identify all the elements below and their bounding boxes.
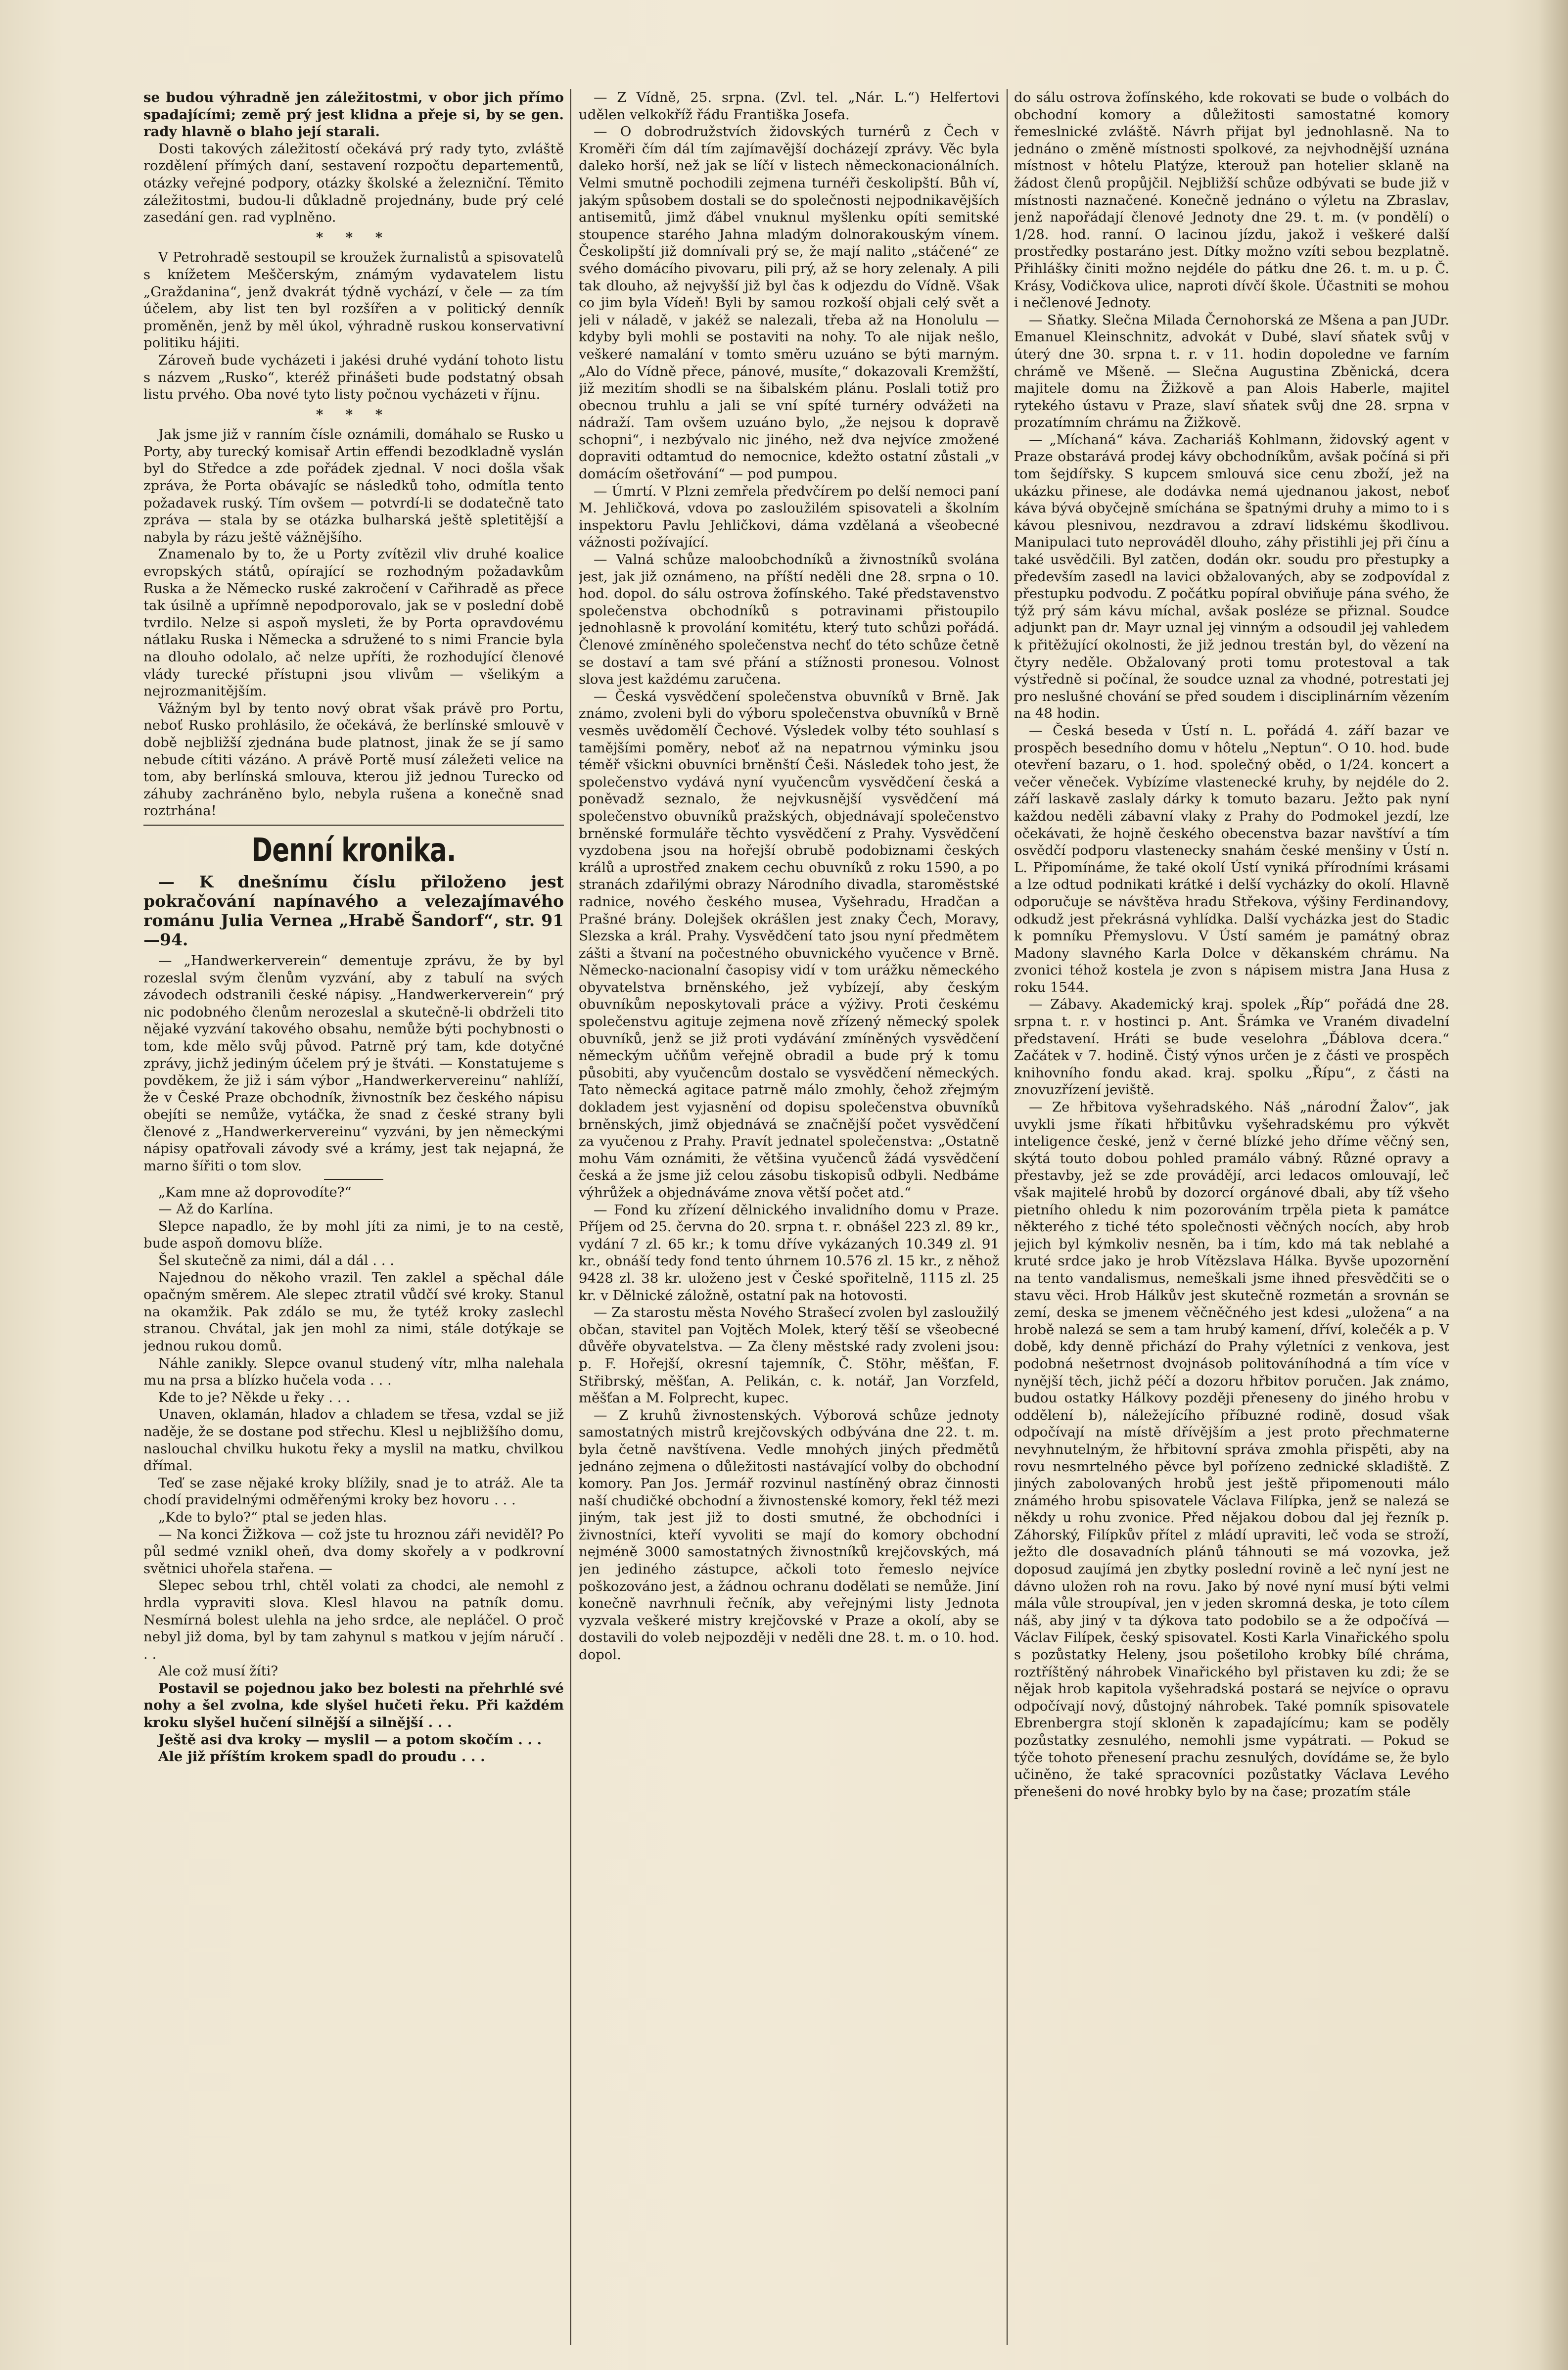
lead-notice: — K dnešnímu číslu přiloženo jest pokračování napínavého a velezajímavého románu Julia Vernea „Hrabě Šandorf“, str. 91—94. (143, 872, 564, 949)
news-item: — Zábavy. Akademický kraj. spolek „Říp“ pořádá dne 28. srpna t. r. v hostinci p. Ant. Šrámka ve Vraném divadelní představení. Hráti se bude veselohra „Ďáblova dcera.“ Začátek v 7. hodině. Čistý výnos určen je z části ve prospěch knihovního fondu akad. kraj. spolku „Řípu“, z části na znovuzřízení jeviště. (1014, 996, 1449, 1098)
column-rule (1007, 89, 1008, 2345)
article-text: Jak jsme již v ranním čísle oznámili, domáhalo se Rusko u Porty, aby turecký komisař Artin effendi bezodkladně vyslán byl do Středce a zde pořádek zjednal. V noci došla však zpráva, že Porta obávajíc se následků toho, odmítla tento požadavek ruský. Tím ovšem — potvrdí-li se dodatečně tato zpráva — stala by se otázka bulharská ještě spletitější a nabyla by rázu ještě vážnějšího. (143, 426, 564, 545)
column-right (1014, 89, 1449, 2345)
story-text: Teď se zase nějaké kroky blížily, snad je to atráž. Ale ta chodí pravidelnými odměřenými kroky bez hovoru . . . (143, 1475, 564, 1508)
news-item: — Z kruhů živnostenských. Výborová schůze jednoty samostatných mistrů krejčovských odbývána dne 22. t. m. byla četně navštívena. Vedle mnohých jiných předmětů jednáno zejmena o důležitosti nastávající volby do obchodní komory. Pan Jos. Jermář rozvinul nastíněný obraz činnosti naší chudičké obchodní a živnostenské komory, řekl též mezi jiným, tak jest již to dosti smutné, že obchodníci i živnostníci, kteří vyvoliti se mají do komory obchodní nejméně 3000 samostatných živnostníků krejčovských, má jen jediného zástupce, ačkoli toto řemeslo nejvíce poškozováno jest, a žádnou ochranu dodělati se nemůže. Jiní konečně navrhnuli řečník, aby veřejnými listy Jednota vyzvala veškeré mistry krejčovské v Praze a okolí, aby se dostavili do voleb nejpozději v neděli dne 28. t. m. o 10. hod. dopol. (579, 1407, 999, 1663)
news-item: — Fond ku zřízení dělnického invalidního domu v Praze. Příjem od 25. června do 20. srpna t. r. obnášel 223 zl. 89 kr., vydání 7 zl. 65 kr.; k tomu dříve vykázaných 10.349 zl. 91 kr., obnáší tedy fond tento úhrnem 10.576 zl. 15 kr., z něhož 9428 zl. 38 kr. uloženo jest v České spořitelně, 1115 zl. 25 kr. v Dělnické záložně, ostatní pak na hotovosti. (579, 1202, 999, 1303)
divider (324, 1179, 383, 1180)
news-item: — „Míchaná“ káva. Zachariáš Kohlmann, židovský agent v Praze obstarává prodej kávy obchodníkům, avšak počíná si při tom šejdířsky. S kupcem smlouvá sice cenu zboží, jež na ukázku přinese, ale dodávka nemá ujednanou jakost, neboť káva bývá obyčejně smíchána se špatnými druhy a mimo to i s kávou plesnivou, nezdravou a zdraví lidskému škodlivou. Manipulaci tuto neprováděl dlouho, záhy přistihli jej při čínu a také usvědčili. Byl zatčen, dodán okr. soudu pro přestupky a především zasedl na lavici obžalovaných, aby se zodpovídal z přestupku podvodu. Z počátku popíral obviňuje pána svého, že týž prý sám kávu míchal, avšak posléze se přiznal. Soudce adjunkt pan dr. Mayr uznal jej vinným a odsoudil jej vahledem k přitěžující okolnosti, že již jednou trestán byl, do vězení na čtyry neděle. Obžalovaný proti tomu protestoval a tak výstředně si počínal, že soudce uznal za vhodné, potrestati jej pro neslušné chování se před soudem i disciplinárním vězením na 48 hodin. (1014, 431, 1449, 722)
story-text: Slepce napadlo, že by mohl jíti za nimi, je to na cestě, bude aspoň domovu blíže. (143, 1218, 564, 1252)
story-text: Ale což musí žíti? (158, 1663, 278, 1679)
story-text: — Na konci Žižkova — což jste tu hroznou záři neviděl? Po půl sedmé vznikl oheň, dva domy skořely a v podkrovní světnici uhořela stařena. — (143, 1526, 564, 1577)
article-text: Znamenalo by to, že u Porty zvítězil vliv druhé koalice evropských států, opírající se rozhodným požadavkům Ruska a že Německo ruské zakročení v Cařihradě as přece tak úsilně a upřímně nepodporovalo, jak se v poslední době tvrdilo. Nelze si aspoň mysleti, že by Porta opravdovému nátlaku Ruska i Německa a sdružené to s nimi Francie byla na dlouho odolalo, ač nelze upříti, že rozhodující členové vlády turecké přístupni jsou vlivům — všelikým a nejrozmanitějším. (143, 546, 564, 699)
news-item: — Ze hřbitova vyšehradského. Náš „národní Žalov“, jak uvykli jsme říkati hřbitůvku vyšehradskému pro výkvět inteligence české, jenž v černé blízké jeho dříme věčný sen, skýtá touto dobou pohled pramálo vábný. Různé opravy a přestavby, jež se zde provádějí, arci ledacos omlouvají, leč však majitelé hrobů by dozorcí orgánové dbali, aby tíž všeho pietního ohledu k nim pozorováním trpěla pieta k památce některého z tiché této společnosti věčných nocích, aby hrob jejich byl kýmkoliv nesněn, ba i tím, kdo má tak neblahé a kruté srdce jako je hrob Vítězslava Hálka. Byvše upozornění na tento vandalismus, nemeškali jsme ihned přesvědčiti se o stavu věci. Hrob Hálkův jest skutečně rozmetán a srovnán se zemí, deska se jmenem věčněčného jest kdesi „uložena“ a na hrobě nalezá se sem a tam hrubý kamení, dříví, kolečék a p. V době, kdy denně přichází do Prahy výletníci z venkova, jest podobná nešetrnost dvojnásob politováníhodná a tím více v nynější těch, jichž péčí a dozoru hřbitov poručen. Jak známo, budou ostatky Hálkovy později přeneseny do jiného hrobu v oddělení b), náležejícího příbuzné rodině, dosud však odpočívají na místě dřívějším a jest proto přechmaterne nevyhnutelným, že hřbitovní správa zmohla přispěti, aby na rovu nesmrtelného pěvce byl pořízeno zednické skladiště. Z jiných zabolovaných hrobů jest ještě připomenouti málo známého hrobu spisovatele Václava Filípka, jenž se nalezá se někdy u rohu zvonice. Před nějakou dobou dal jej řezník p. Záhorský, Filípkův přítel z mládí upraviti, leč voda se stroží, ježto dle dosavadních plánů táhnouti se má vozovka, jež doposud zaujímá jen zbytky poslední rovině a leč nyní jest ne dávno uložen roh na rovu. Jako bý nové nyní musí býti velmi mála vůle stroupíval, jen v jeden skromná deska, je toto cílem náš, aby jiný v ta dýkova tato podobilo se a že odpočívá — Václav Filípek, český spisovatel. Kosti Karla Vinařického spolu s pozůstatky Heleny, jsou pošetiloho krobky bílé chráma, roztříštěný náhrobek Vinařického byl přistaven ku zdi; že se nějak hrob kapitola vyšehradská postará se nejvíce o opravu odpočívají nový, důstojný náhrobek. Také pomník spisovatele Ebrenbergra stojí skloněn k zapadajícímu; kam se poděly pozůstatky zesnulého, nemohli jsme vypátrati. — Pokud se týče tohoto přenesení prachu zesnulých, dovídáme se, že bylo učiněno, že také spracovníci pozůstatky Václava Levého přenešeni do nové hrobky bylo by na čase; prozatím stále (1014, 1099, 1449, 1800)
news-item: — Úmrtí. V Plzni zemřela předvčírem po delší nemoci paní M. Jehličková, vdova po zasloužilém spisovateli a školním inspektoru Pavlu Jehličkovi, dáma vzdělaná a všeobecné vážnosti požívající. (579, 483, 999, 551)
news-item: do sálu ostrova žofínského, kde rokovati se bude o volbách do obchodní komory a důležitosti samostatné komory řemeslnické zvláště. Návrh přijat byl jednohlasně. Na to jednáno o změně místnosti spolkové, za nejvhodnější uznána místnost v hôtelu Platýze, kterouž pan hotelier sklaně na žádost členů propůjčil. Nejbližší schůze odbývati se bude již v místnosti naznačené. Konečně jednáno o výletu na Zbraslav, jenž napořádají členové Jednoty dne 29. t. m. (v pondělí) o 1/28. hod. ranní. O lacinou jízdu, jakož i veškeré další prostředky postaráno jest. Dítky možno vzíti sebou bezplatně. Přihlášky činiti možno nejdéle do pátku dne 26. t. m. u p. Č. Krásy, Vodičkova ulice, naproti dívčí škole. Účastniti se mohou i nečlenové Jednoty. (1014, 90, 1449, 311)
story-text: Slepec sebou trhl, chtěl volati za chodci, ale nemohl z hrdla vypraviti slova. Klesl hlavou na patník domu. Nesmírná bolest ulehla na jeho srdce, ale nepláčel. O proč nebyl již doma, byl by tam zahynul s matkou v jejím náručí . . . (143, 1578, 564, 1662)
section-separator: * * * (316, 406, 392, 422)
divider (143, 825, 564, 826)
article-text: se budou výhradně jen záležitostmi, v obor jich přímo spadajícími; země prý jest klidna a přeje si, by se gen. rady hlavně o blaho její starali. (143, 90, 564, 140)
page-edge-shadow (1538, 0, 1568, 2370)
news-item: — O dobrodružstvích židovských turnérů z Čech v Kroměři čím dál tím zajímavější docházejí zprávy. Věc byla daleko horší, než jak se líčí v listech německonacionálních. Velmi smutně pochodili zejmena turnéři českolipští. Bůh ví, jakým spůsobem dostali se do společnosti nejpodnikavějších antisemitů, jimž ďábel vnuknul myšlenku opíti semitské stoupence starého Jahna mladým dolnorakouským vínem. Českolipští již domnívali prý se, že mají nalito „stáčené“ ze svého domácího pivovaru, pili prý, až se hory zelenaly. A pili tak dlouho, až nejvyšší již byl čas k odjezdu do Vídně. Však co jim byla Vídeň! Byli by samou rozkoší objali celý svět a jeli v náladě, v jakéž se nalezali, třeba až na Honolulu — kdyby byli mohli se postaviti na nohy. To ale nijak nešlo, veškeré namalání v tomto směru uzuáno se býti marným. „Alo do Vídně přece, pánové, musíte,“ dokazovali Kremžští, již mezitím shodli se na šibalském plánu. Poslali totiž pro obecnou truhlu a jali se vní spíté turnéry odvážeti na nádraží. Tam ovšem uzuáno bylo, „že nejsou k dopravě schopni“, i nezbývalo nic jiného, než dva nejvíce zmožené dopraviti odtamtud do nemocnice, kdežto ostatní zůstali „v domácím ošetřování“ — pod pumpou. (579, 124, 999, 482)
story-text: Ještě asi dva kroky — myslil — a potom skočím . . . (158, 1731, 542, 1748)
story-text: Kde to je? Někde u řeky . . . (158, 1389, 350, 1405)
story-text: Unaven, oklamán, hladov a chladem se třesa, vzdal se již naděje, že se dostane pod střechu. Klesl u nejbližšího domu, naslouchal chvilku hukotu řeky a myslil na matku, chvilkou dřímal. (143, 1406, 564, 1474)
article-text: Dosti takových záležitostí očekává prý rady tyto, zvláště rozdělení přímých daní, sestavení rozpočtu departementů, otázky veřejné podpory, otázky školské a železniční. Těmito záležitostmi, budou-li důkladně projednány, bude prý celé zasedání gen. rad vyplněno. (143, 140, 564, 226)
section-separator: * * * (316, 229, 392, 245)
news-item: — Za starostu města Nového Strašecí zvolen byl zasloužilý občan, stavitel pan Vojtěch Molek, který těší se všeobecné důvěře obyvatelstva. — Za členy městské rady zvoleni jsou: p. F. Hořejší, okresní tajemník, Č. Stöhr, měšťan, F. Střibrský, měšťan, A. Pelikán, c. k. notář, Jan Vorzfeld, měšťan a M. Folprecht, kupec. (579, 1304, 999, 1406)
story-text: — Až do Karlína. (158, 1201, 274, 1217)
article-text: — „Handwerkerverein“ dementuje zprávu, že by byl rozeslal svým členům vyzvání, aby z tabulí na svých závodech odstranili české nápisy. „Handwerkerverein“ prý nic podobného členům nerozeslal a skutečně-li obdrželi tito nějaké vyzvání takového obsahu, nemůže býti pochybnosti o tom, kde mělo svůj původ. Patrně prý tam, kde dotyčné zprávy, jichž jediným účelem prý je štváti. — Konstatujeme s povděkem, že již i sám výbor „Handwerkervereinu“ nahlíží, že v České Praze obchodník, živnostník bez českého nápisu obejíti se nemůže, vytáčka, že snad z české strany byli členové z „Handwerkervereinu“ vyzváni, by jen německými nápisy opatřovali závody své a krámy, jest tak nejapná, že marno šířiti o tom slov. (143, 952, 564, 1174)
column-middle (579, 89, 999, 2345)
article-text: Vážným byl by tento nový obrat však právě pro Portu, neboť Rusko prohlásilo, že očekává, že berlínské smlouvě v době nejbližší zjednána bude platnost, jinak že se jí samo nebude cítiti vázáno. A právě Portě musí záležeti velice na tom, aby berlínská smlouva, kterou již jednou Turecko od záhuby zachráněno bylo, nebyla rušena a konečně snad roztrhána! (143, 700, 564, 819)
story-text: Postavil se pojednou jako bez bolesti na přehrhlé své nohy a šel zvolna, kde slyšel hučeti řeku. Při každém kroku slyšel hučení silnější a silnější . . . (143, 1680, 564, 1731)
news-item: — Valná schůze maloobchodníků a živnostníků svolána jest, jak již oznámeno, na příští neděli dne 28. srpna o 10. hod. dopol. do sálu ostrova žofínského. Také představenstvo společenstva obchodníků s potravinami přistoupilo jednohlasně k provolání komitétu, který tuto schůzi pořádá. Členové zmíněného společenstva nechť do této schůze četně se dostaví a tam své přání a stížnosti pronesou. Volnost slova jest každému zaručena. (579, 552, 999, 688)
story-text: „Kam mne až doprovodíte?“ (158, 1184, 352, 1200)
story-text: Náhle zanikly. Slepce ovanul studený vítr, mlha nalehala mu na prsa a blízko hučela voda . . . (143, 1355, 564, 1389)
news-item: — Česká beseda v Ústí n. L. pořádá 4. září bazar ve prospěch besedního domu v hôtelu „Neptun“. O 10. hod. bude otevření bazaru, o 1. hod. společný oběd, o 1/24. koncert a večer věneček. Vybízíme vlastenecké kruhy, by nejdéle do 2. září laskavě zaslaly dárky k tomuto bazaru. Ježto pak nyní každou neděli zábavní vlaky z Prahy do Podmokel jezdí, lze očekávati, že hojně českého obecenstva bazar navštíví a tím osvědčí podporu vlastenecky snahám české menšiny v Ústí n. L. Připomínáme, že také okolí Ústí vyniká přírodními krásami a lze odtud podnikati krátké i delší vycházky do okolí. Hlavně odporučuje se návštěva hradu Střekova, výšiny Ferdinandovy, odkudž jest překrásná vyhlídka. Další vycházka jest do Stadic k pomníku Přemyslovu. V Ústí samém je památný obraz Madony slavného Karla Dolce v děkanském chrámu. Na zvonici téhož kostela je zvon s nápisem mistra Jana Husa z roku 1544. (1014, 722, 1449, 995)
story-text: Šel skutečně za nimi, dál a dál . . . (158, 1253, 394, 1269)
section-heading: Denní kronika. (251, 831, 456, 869)
article-text: V Petrohradě sestoupil se kroužek žurnalistů a spisovatelů s knížetem Meščerským, známým vydavatelem listu „Graždanina“, jenž dvakrát týdně vychází, v čele — za tím účelem, aby list ten byl rozšířen a v politický denník proměněn, jenž by měl úkol, výhradně ruskou konservativní politiku hájiti. (143, 249, 564, 351)
column-rule (570, 89, 571, 2345)
news-item: — Česká vysvědčení společenstva obuvníků v Brně. Jak známo, zvoleni byli do výboru společenstva obuvníků v Brně vesměs uvědomělí Čechové. Výsledek volby této souhlasí s tamějšími poměry, neboť až na nepatrnou výminku jsou téměř všickni obuvníci brněnští Češi. Následek toho jest, že společenstvo vydává nyní vyučencům vysvědčení česká a poněvadž seznalo, že nejvkusnější vysvědčení má společenstvo obuvníků pražských, objednávají společenstvo brněnské formuláře těchto vysvědčení z Prahy. Vysvědčení vyzdobena jsou na hořejší obrubě podobiznami českých králů a uprostřed znakem cechu obuvníků z roku 1590, a po stranách zdařilými obrazy Národního divadla, staroměstské radnice, nového českého musea, Vyšehradu, Hradčan a Prašné brány. Dolejšek okrášlen jest znaky Čech, Moravy, Slezska a král. Prahy. Vysvědčení tato jsou nyní předmětem zášti a štvaní na počestného obuvnického vyučence v Brně. Německo-nacionalní časopisy vidí v tom urážku německého obyvatelstva brněnského, jež vybízejí, aby českým obuvníkům neposkytovali práce a výživy. Proti českému společenstvu agituje zejmena nově zřízený německý spolek obuvníků, jenž se již proti vydávání zmíněných vysvědčení německým učňům veřejně obradil a bude prý k tomu působiti, aby vyučencům dostalo se vysvědčení německých. Tato německá agitace patrně málo zmohly, čehož zřejmým dokladem jest vyjasnění od dopisu společenstva obuvníků brněnských, jimž objednává se značnější počet vysvědčení za vyučenou z Prahy. Pravít jednatel společenstva: „Ostatně mohu Vám oznámiti, že většina vyučenců žádá vysvědčení česká a že jsme již celou zásobu tiskopisů odbyli. Nedbáme výhrůžek a objednáváme znova větší počet atd.“ (579, 688, 999, 1201)
article-text: Zároveň bude vycházeti i jakési druhé vydání tohoto listu s názvem „Rusko“, kteréž přinášeti bude podstatný obsah listu prvého. Oba nové tyto listy počnou vycházeti v říjnu. (143, 352, 564, 403)
news-item: — Sňatky. Slečna Milada Černohorská ze Mšena a pan JUDr. Emanuel Kleinschnitz, advokát v Dubé, slaví sňatek svůj v úterý dne 30. srpna t. r. v 11. hodin dopoledne ve farním chrámě ve Mšeně. — Slečna Augustina Zběnická, dcera majitele domu na Žižkově a pan Alois Haberle, majitel rytekého ústavu v Praze, slaví sňatek svůj dne 28. srpna v prozatímním chrámu na Žižkově. (1014, 312, 1449, 431)
story-text: „Kde to bylo?“ ptal se jeden hlas. (158, 1509, 387, 1525)
story-text: Ale již příštím krokem spadl do proudu . . . (158, 1749, 485, 1765)
story-text: Najednou do někoho vrazil. Ten zaklel a spěchal dále opačným směrem. Ale slepec ztratil vůdčí své kroky. Stanul na okamžik. Pak zdálo se mu, že tytéž kroky zaslechl stranou. Chvátal, jak jen mohl za nimi, stále dotýkaje se jednou rukou domů. (143, 1269, 564, 1354)
news-item: — Z Vídně, 25. srpna. (Zvl. tel. „Nár. L.“) Helfertovi udělen velkokříž řádu Františka Josefa. (579, 90, 999, 123)
column-left (143, 89, 564, 2345)
